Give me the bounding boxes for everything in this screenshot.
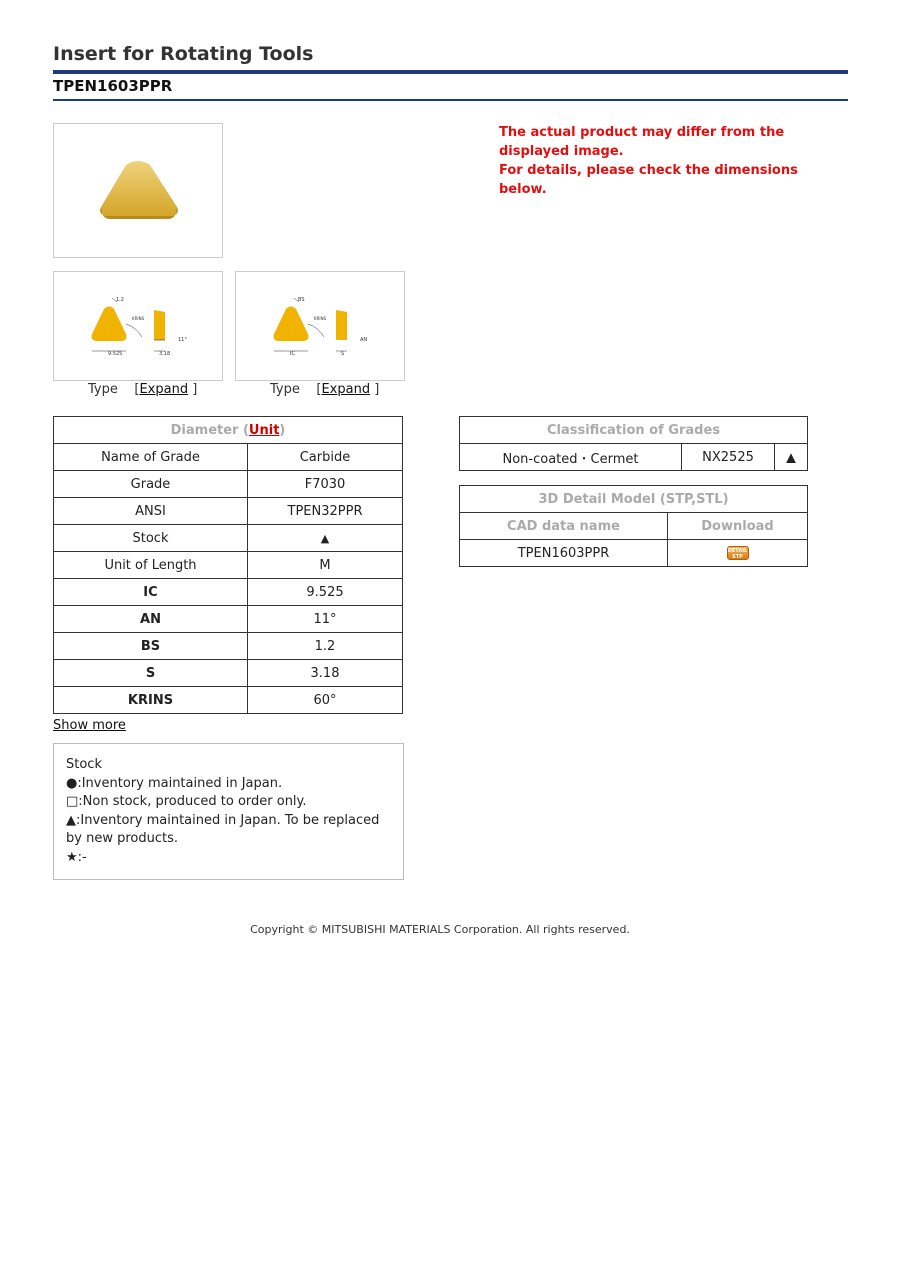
title-divider	[53, 70, 848, 74]
type-caption-2: Type [Expand ]	[270, 382, 380, 397]
table-row: AN 11°	[54, 606, 403, 633]
dim1-bs: 1.2	[116, 297, 124, 303]
table-row: BS 1.2	[54, 633, 403, 660]
legend-item: ★:-	[66, 849, 87, 865]
dimension-drawing-symbols[interactable]	[235, 271, 405, 381]
stp-download-icon[interactable]: DETAIL STP	[727, 548, 748, 560]
grades-table-header: Classification of Grades	[460, 417, 808, 444]
stock-triangle-icon: ▲	[775, 444, 808, 471]
dim2-bs: BS	[298, 297, 305, 303]
table-row	[460, 444, 808, 471]
table-row: S 3.18	[54, 660, 403, 687]
table-row	[460, 540, 808, 567]
dim2-krins: KRINS	[314, 316, 327, 321]
diameter-table	[53, 416, 403, 714]
table-row: Name of Grade Carbide	[54, 444, 403, 471]
product-image	[53, 123, 223, 258]
type-caption-1: Type [Expand ]	[88, 382, 198, 397]
3d-model-table	[459, 485, 808, 567]
dim2-s: S	[341, 351, 345, 357]
expand-link-2[interactable]: Expand	[321, 382, 371, 397]
disclaimer-line-2: For details, please check the dimensions below.	[499, 163, 798, 197]
table-row: Stock ▲	[54, 525, 403, 552]
3d-model-header: 3D Detail Model (STP,STL)	[460, 486, 808, 513]
dim1-krins: KRINS	[132, 316, 145, 321]
unit-link[interactable]: Unit	[248, 422, 280, 438]
expand-link-1[interactable]: Expand	[139, 382, 189, 397]
grades-table	[459, 416, 808, 471]
stock-legend-title: Stock	[66, 757, 102, 772]
dim2-an: AN	[360, 337, 368, 343]
dim2-ic: IC	[290, 351, 295, 357]
dim1-an: 11°	[178, 337, 187, 343]
type-label: Type	[88, 382, 118, 397]
grade-link[interactable]: NX2525	[682, 444, 775, 471]
table-row: Grade F7030	[54, 471, 403, 498]
legend-item: ▲:Inventory maintained in Japan. To be replaced by new products.	[66, 812, 380, 847]
table-row: Unit of Length M	[54, 552, 403, 579]
dimension-drawing-values[interactable]	[53, 271, 223, 381]
legend-item: ●:Inventory maintained in Japan.	[66, 775, 283, 791]
legend-item: □:Non stock, produced to order only.	[66, 794, 307, 810]
dim1-ic: 9.525	[108, 351, 123, 357]
dim1-s: 3.18	[159, 351, 171, 357]
table-row: KRINS 60°	[54, 687, 403, 714]
disclaimer-line-1: The actual product may differ from the displayed image.	[499, 125, 785, 159]
table-row: IC 9.525	[54, 579, 403, 606]
table-row: ANSI TPEN32PPR	[54, 498, 403, 525]
show-more-link[interactable]: Show more	[53, 718, 126, 733]
stock-legend	[53, 743, 404, 880]
diameter-table-header: Diameter (Unit)	[54, 417, 403, 444]
grade-category: Non-coated・Cermet	[460, 444, 682, 471]
product-code: TPEN1603PPR	[53, 77, 173, 95]
download-col-header: Download	[668, 513, 808, 540]
stock-triangle-icon: ▲	[248, 525, 403, 552]
page-title: Insert for Rotating Tools	[53, 43, 314, 65]
cad-name-col-header: CAD data name	[460, 513, 668, 540]
code-divider	[53, 99, 848, 101]
cad-data-name: TPEN1603PPR	[460, 540, 668, 567]
type-label: Type	[270, 382, 300, 397]
image-disclaimer	[499, 123, 839, 199]
copyright: Copyright © MITSUBISHI MATERIALS Corporation. All rights reserved.	[250, 923, 630, 936]
